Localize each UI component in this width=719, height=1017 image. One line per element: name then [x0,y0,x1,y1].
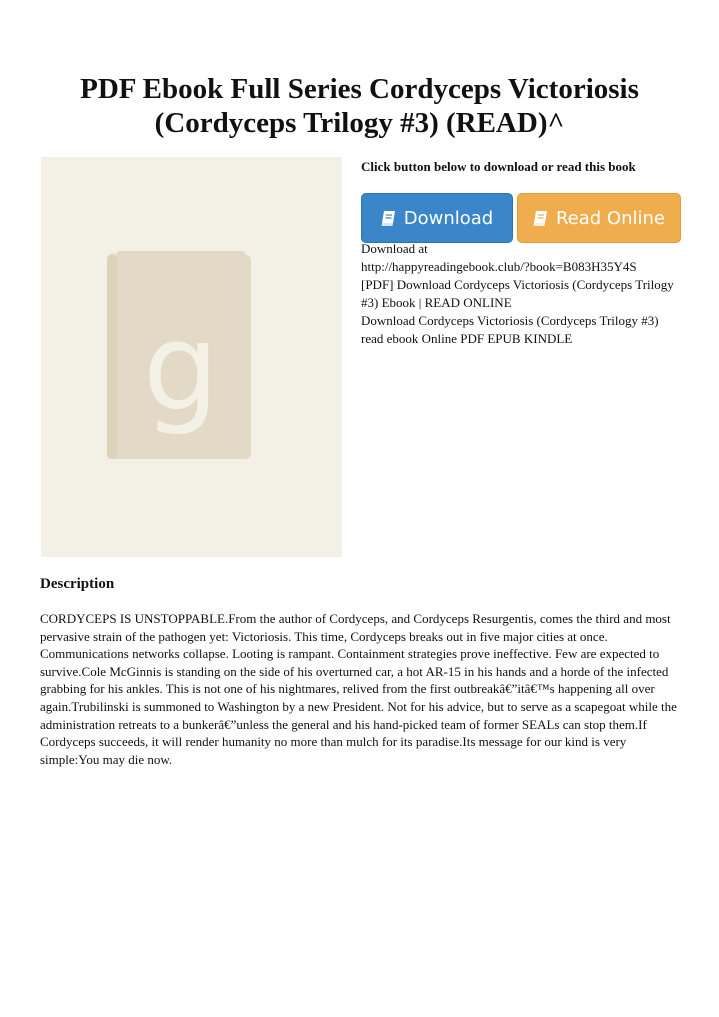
download-button[interactable] [361,193,513,243]
description-body: CORDYCEPS IS UNSTOPPABLE.From the author of Cordyceps, and Cordyceps Resurgentis, comes the third and most pervasive strain of the pathogen yet: Victoriosis. This time, Cordyceps breaks out in five major cities at once. Communications networks collapse. Looting is rampant. Containment strategies prove ineffective. Few are expected to survive.Cole McGinnis is standing on the side of his overturned car, a hot AR-15 in his hands and a horde of the infected grabbing for his ankles. This is not one of his nightmares, relived from the first outbreakâ€”itâ€™s happening all over again.Trubilinski is summoned to Washington by a new President. Not for his advice, but to serve as a scapegoat while the administration retreats to a bunkerâ€”unless the general and his hand-picked team of former SEALs can stop them.If Cordyceps succeeds, it will render humanity no more than mulch for its paradise.Its message for our kind is very simple:You may die now. [40,611,677,767]
read-online-button[interactable] [517,193,681,243]
read-online-button-label: Read Online [555,207,665,229]
description-heading: Description [40,576,115,592]
book-placeholder-icon [41,157,342,557]
download-panel [361,158,681,346]
download-at-label: Download at [361,241,428,256]
cta-text: Click button below to download or read this book [361,159,636,174]
cover-letter: g [142,299,220,438]
info-line-pdf: [PDF] Download Cordyceps Victoriosis (Cordyceps Trilogy #3) Ebook | READ ONLINE [361,277,674,310]
page-title: PDF Ebook Full Series Cordyceps Victoriosis (Cordyceps Trilogy #3) (READ)^ [80,73,639,139]
download-button-label: Download [403,207,494,229]
book-icon [533,210,549,227]
book-cover [41,157,342,557]
download-url: http://happyreadingebook.club/?book=B083H35Y4S [361,259,637,274]
download-info [361,240,681,348]
info-line-download: Download Cordyceps Victoriosis (Cordyceps Trilogy #3) read ebook Online PDF EPUB KINDLE [361,313,659,346]
book-icon [381,210,397,227]
button-row [361,193,681,241]
